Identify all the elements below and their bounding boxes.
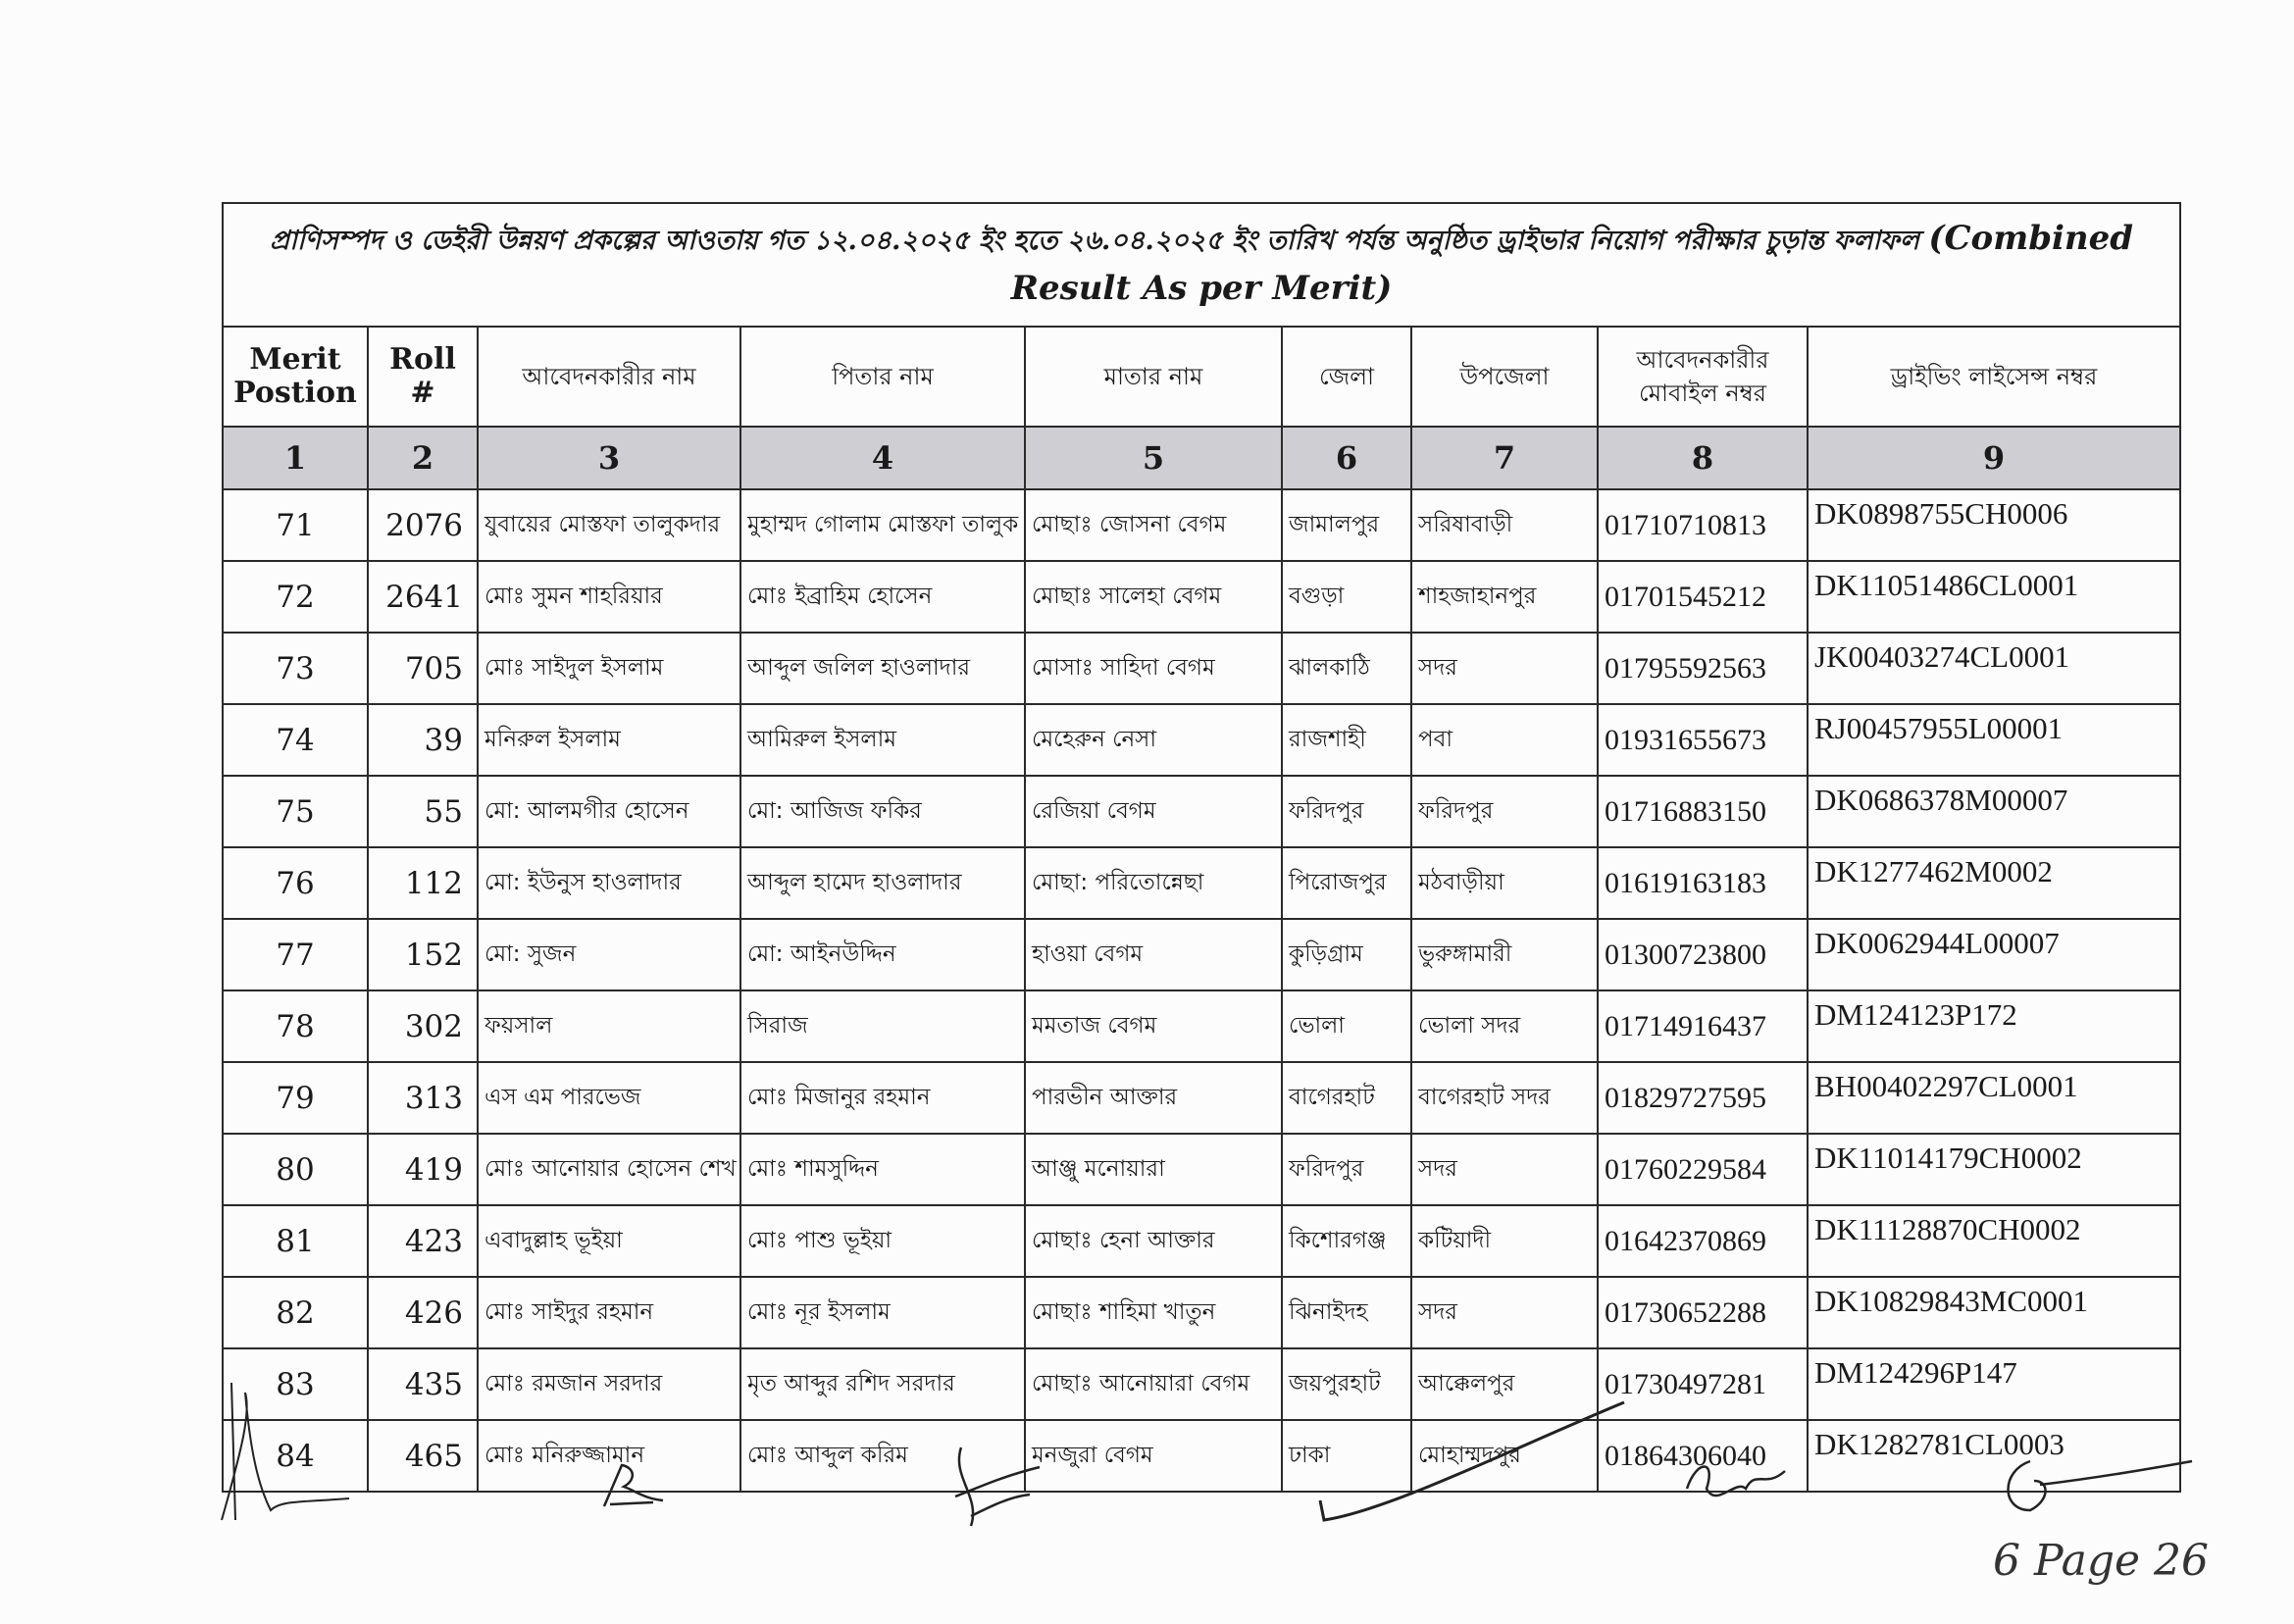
signature-6 [1991, 1442, 2197, 1530]
license-number-cell: DK11051486CL0001 [1808, 561, 2180, 633]
mobile-number-cell: 01931655673 [1598, 704, 1808, 776]
signature-2 [594, 1457, 673, 1516]
signature-1 [212, 1373, 359, 1540]
upazila-cell: মঠবাড়ীয়া [1411, 847, 1598, 919]
license-number-cell: RJ00457955L00001 [1808, 704, 2180, 776]
mobile-number-cell: 01714916437 [1598, 990, 1808, 1062]
merit-position-cell: 76 [223, 847, 368, 919]
upazila-cell: শাহজাহানপুর [1411, 561, 1598, 633]
title-bengali: প্রাণিসম্পদ ও ডেইরী উন্নয়ণ প্রকল্পের আওতায় গত ১২.০৪.২০২৫ ইং হতে ২৬.০৪.২০২৫ ইং তারিখ পর্যন্ত অনুষ্ঠিত ড্রাইভার নিয়োগ পরীক্ষার চুড়ান্ত ফলাফল [269, 226, 1919, 256]
applicant-name-cell: মোঃ আনোয়ার হোসেন শেখ [478, 1134, 740, 1205]
header-upazila: উপজেলা [1411, 327, 1598, 427]
table-row [223, 847, 2180, 919]
roll-number-cell: 465 [368, 1420, 478, 1492]
applicant-name-cell: এবাদুল্লাহ ভূইয়া [478, 1205, 740, 1277]
merit-position-cell: 71 [223, 489, 368, 561]
mobile-number-cell: 01730497281 [1598, 1348, 1808, 1420]
table-row [223, 489, 2180, 561]
license-number-cell: DM124123P172 [1808, 990, 2180, 1062]
upazila-cell: পবা [1411, 704, 1598, 776]
table-row [223, 1205, 2180, 1277]
district-cell: ভোলা [1282, 990, 1411, 1062]
column-number: 8 [1598, 427, 1808, 489]
mother-name-cell: মোছা: পরিতোন্নেছা [1025, 847, 1282, 919]
roll-number-cell: 152 [368, 919, 478, 990]
license-number-cell: JK00403274CL0001 [1808, 633, 2180, 704]
upazila-cell: আক্কেলপুর [1411, 1348, 1598, 1420]
table-row [223, 561, 2180, 633]
upazila-cell: সদর [1411, 1277, 1598, 1348]
roll-number-cell: 705 [368, 633, 478, 704]
mobile-number-cell: 01619163183 [1598, 847, 1808, 919]
merit-table [222, 202, 2181, 1493]
upazila-cell: কটিয়াদী [1411, 1205, 1598, 1277]
signature-5 [1677, 1449, 1795, 1518]
license-number-cell: DM124296P147 [1808, 1348, 2180, 1420]
table-row [223, 919, 2180, 990]
license-number-cell: DK0898755CH0006 [1808, 489, 2180, 561]
upazila-cell: সরিষাবাড়ী [1411, 489, 1598, 561]
upazila-cell: মোহাম্মদপুর [1411, 1420, 1598, 1492]
table-row [223, 776, 2180, 847]
roll-number-cell: 2641 [368, 561, 478, 633]
roll-number-cell: 302 [368, 990, 478, 1062]
district-cell: ঢাকা [1282, 1420, 1411, 1492]
roll-number-cell: 435 [368, 1348, 478, 1420]
header-mobile: আবেদনকারীর মোবাইল নম্বর [1598, 327, 1808, 427]
table-row [223, 633, 2180, 704]
father-name-cell: মোঃ পাশু ভূইয়া [740, 1205, 1025, 1277]
mother-name-cell: মোছাঃ শাহিমা খাতুন [1025, 1277, 1282, 1348]
mother-name-cell: মোছাঃ জোসনা বেগম [1025, 489, 1282, 561]
table-row [223, 1062, 2180, 1134]
district-cell: ফরিদপুর [1282, 776, 1411, 847]
mobile-number-cell: 01795592563 [1598, 633, 1808, 704]
father-name-cell: মো: আইনউদ্দিন [740, 919, 1025, 990]
signature-3 [942, 1438, 1049, 1546]
header-applicant-name: আবেদনকারীর নাম [478, 327, 740, 427]
mobile-number-cell: 01864306040 [1598, 1420, 1808, 1492]
district-cell: পিরোজপুর [1282, 847, 1411, 919]
merit-position-cell: 81 [223, 1205, 368, 1277]
district-cell: ঝিনাইদহ [1282, 1277, 1411, 1348]
father-name-cell: মোঃ নূর ইসলাম [740, 1277, 1025, 1348]
mother-name-cell: রেজিয়া বেগম [1025, 776, 1282, 847]
header-license: ড্রাইভিং লাইসেন্স নম্বর [1808, 327, 2180, 427]
license-number-cell: DK11014179CH0002 [1808, 1134, 2180, 1205]
table-row [223, 990, 2180, 1062]
father-name-cell: আমিরুল ইসলাম [740, 704, 1025, 776]
mother-name-cell: মোছাঃ আনোয়ারা বেগম [1025, 1348, 1282, 1420]
table-row [223, 1348, 2180, 1420]
applicant-name-cell: মোঃ সাইদুল ইসলাম [478, 633, 740, 704]
roll-number-cell: 2076 [368, 489, 478, 561]
page-number-note: 6 Page 26 [1993, 1536, 2210, 1586]
upazila-cell: ভোলা সদর [1411, 990, 1598, 1062]
applicant-name-cell: এস এম পারভেজ [478, 1062, 740, 1134]
district-cell: কিশোরগঞ্জ [1282, 1205, 1411, 1277]
applicant-name-cell: ফয়সাল [478, 990, 740, 1062]
mobile-number-cell: 01829727595 [1598, 1062, 1808, 1134]
signature-4 [1310, 1393, 1634, 1530]
license-number-cell: DK11128870CH0002 [1808, 1205, 2180, 1277]
mother-name-cell: মনজুরা বেগম [1025, 1420, 1282, 1492]
mobile-number-cell: 01642370869 [1598, 1205, 1808, 1277]
column-number: 4 [740, 427, 1025, 489]
header-roll: Roll # [368, 327, 478, 427]
district-cell: বাগেরহাট [1282, 1062, 1411, 1134]
mother-name-cell: পারভীন আক্তার [1025, 1062, 1282, 1134]
mother-name-cell: মেহেরুন নেসা [1025, 704, 1282, 776]
result-document [222, 202, 2179, 1493]
table-row [223, 1134, 2180, 1205]
column-number: 2 [368, 427, 478, 489]
column-number: 6 [1282, 427, 1411, 489]
upazila-cell: সদর [1411, 1134, 1598, 1205]
header-father-name: পিতার নাম [740, 327, 1025, 427]
district-cell: ঝালকাঠি [1282, 633, 1411, 704]
license-number-cell: DK1282781CL0003 [1808, 1420, 2180, 1492]
applicant-name-cell: মোঃ মনিরুজ্জামান [478, 1420, 740, 1492]
header-mother-name: মাতার নাম [1025, 327, 1282, 427]
father-name-cell: মো: আজিজ ফকির [740, 776, 1025, 847]
mobile-number-cell: 01730652288 [1598, 1277, 1808, 1348]
upazila-cell: ভুরুঙ্গামারী [1411, 919, 1598, 990]
merit-position-cell: 80 [223, 1134, 368, 1205]
applicant-name-cell: মো: আলমগীর হোসেন [478, 776, 740, 847]
license-number-cell: DK0062944L00007 [1808, 919, 2180, 990]
merit-position-cell: 72 [223, 561, 368, 633]
roll-number-cell: 423 [368, 1205, 478, 1277]
column-number-row [223, 427, 2180, 489]
district-cell: কুড়িগ্রাম [1282, 919, 1411, 990]
father-name-cell: আব্দুল হামেদ হাওলাদার [740, 847, 1025, 919]
roll-number-cell: 39 [368, 704, 478, 776]
column-number: 9 [1808, 427, 2180, 489]
upazila-cell: বাগেরহাট সদর [1411, 1062, 1598, 1134]
father-name-cell: মুহাম্মদ গোলাম মোস্তফা তালুক [740, 489, 1025, 561]
applicant-name-cell: যুবায়ের মোস্তফা তালুকদার [478, 489, 740, 561]
applicant-name-cell: মো: সুজন [478, 919, 740, 990]
license-number-cell: DK1277462M0002 [1808, 847, 2180, 919]
applicant-name-cell: মোঃ সাইদুর রহমান [478, 1277, 740, 1348]
header-row [223, 327, 2180, 427]
district-cell: জামালপুর [1282, 489, 1411, 561]
license-number-cell: DK10829843MC0001 [1808, 1277, 2180, 1348]
father-name-cell: সিরাজ [740, 990, 1025, 1062]
merit-position-cell: 79 [223, 1062, 368, 1134]
roll-number-cell: 419 [368, 1134, 478, 1205]
applicant-name-cell: মোঃ সুমন শাহরিয়ার [478, 561, 740, 633]
father-name-cell: মৃত আব্দুর রশিদ সরদার [740, 1348, 1025, 1420]
applicant-name-cell: মো: ইউনুস হাওলাদার [478, 847, 740, 919]
merit-position-cell: 73 [223, 633, 368, 704]
district-cell: জয়পুরহাট [1282, 1348, 1411, 1420]
district-cell: রাজশাহী [1282, 704, 1411, 776]
table-row [223, 704, 2180, 776]
header-district: জেলা [1282, 327, 1411, 427]
mother-name-cell: মমতাজ বেগম [1025, 990, 1282, 1062]
upazila-cell: সদর [1411, 633, 1598, 704]
mother-name-cell: মোসাঃ সাহিদা বেগম [1025, 633, 1282, 704]
upazila-cell: ফরিদপুর [1411, 776, 1598, 847]
merit-position-cell: 84 [223, 1420, 368, 1492]
district-cell: বগুড়া [1282, 561, 1411, 633]
mobile-number-cell: 01760229584 [1598, 1134, 1808, 1205]
father-name-cell: মোঃ ইব্রাহিম হোসেন [740, 561, 1025, 633]
mother-name-cell: মোছাঃ সালেহা বেগম [1025, 561, 1282, 633]
father-name-cell: আব্দুল জলিল হাওলাদার [740, 633, 1025, 704]
column-number: 1 [223, 427, 368, 489]
father-name-cell: মোঃ আব্দুল করিম [740, 1420, 1025, 1492]
roll-number-cell: 426 [368, 1277, 478, 1348]
merit-position-cell: 78 [223, 990, 368, 1062]
column-number: 5 [1025, 427, 1282, 489]
district-cell: ফরিদপুর [1282, 1134, 1411, 1205]
column-number: 3 [478, 427, 740, 489]
mobile-number-cell: 01300723800 [1598, 919, 1808, 990]
roll-number-cell: 112 [368, 847, 478, 919]
table-row [223, 1277, 2180, 1348]
mother-name-cell: আঞ্জু মনোয়ারা [1025, 1134, 1282, 1205]
document-title [223, 203, 2180, 327]
mother-name-cell: হাওয়া বেগম [1025, 919, 1282, 990]
applicant-name-cell: মোঃ রমজান সরদার [478, 1348, 740, 1420]
table-body [223, 489, 2180, 1492]
header-merit: Merit Postion [223, 327, 368, 427]
merit-position-cell: 74 [223, 704, 368, 776]
mobile-number-cell: 01710710813 [1598, 489, 1808, 561]
father-name-cell: মোঃ শামসুদ্দিন [740, 1134, 1025, 1205]
applicant-name-cell: মনিরুল ইসলাম [478, 704, 740, 776]
table-row [223, 1420, 2180, 1492]
mobile-number-cell: 01701545212 [1598, 561, 1808, 633]
merit-position-cell: 75 [223, 776, 368, 847]
merit-position-cell: 77 [223, 919, 368, 990]
merit-position-cell: 83 [223, 1348, 368, 1420]
roll-number-cell: 55 [368, 776, 478, 847]
father-name-cell: মোঃ মিজানুর রহমান [740, 1062, 1025, 1134]
roll-number-cell: 313 [368, 1062, 478, 1134]
merit-position-cell: 82 [223, 1277, 368, 1348]
column-number: 7 [1411, 427, 1598, 489]
title-english: (Combined Result As per Merit) [1010, 219, 2134, 308]
license-number-cell: BH00402297CL0001 [1808, 1062, 2180, 1134]
license-number-cell: DK0686378M00007 [1808, 776, 2180, 847]
mother-name-cell: মোছাঃ হেনা আক্তার [1025, 1205, 1282, 1277]
mobile-number-cell: 01716883150 [1598, 776, 1808, 847]
